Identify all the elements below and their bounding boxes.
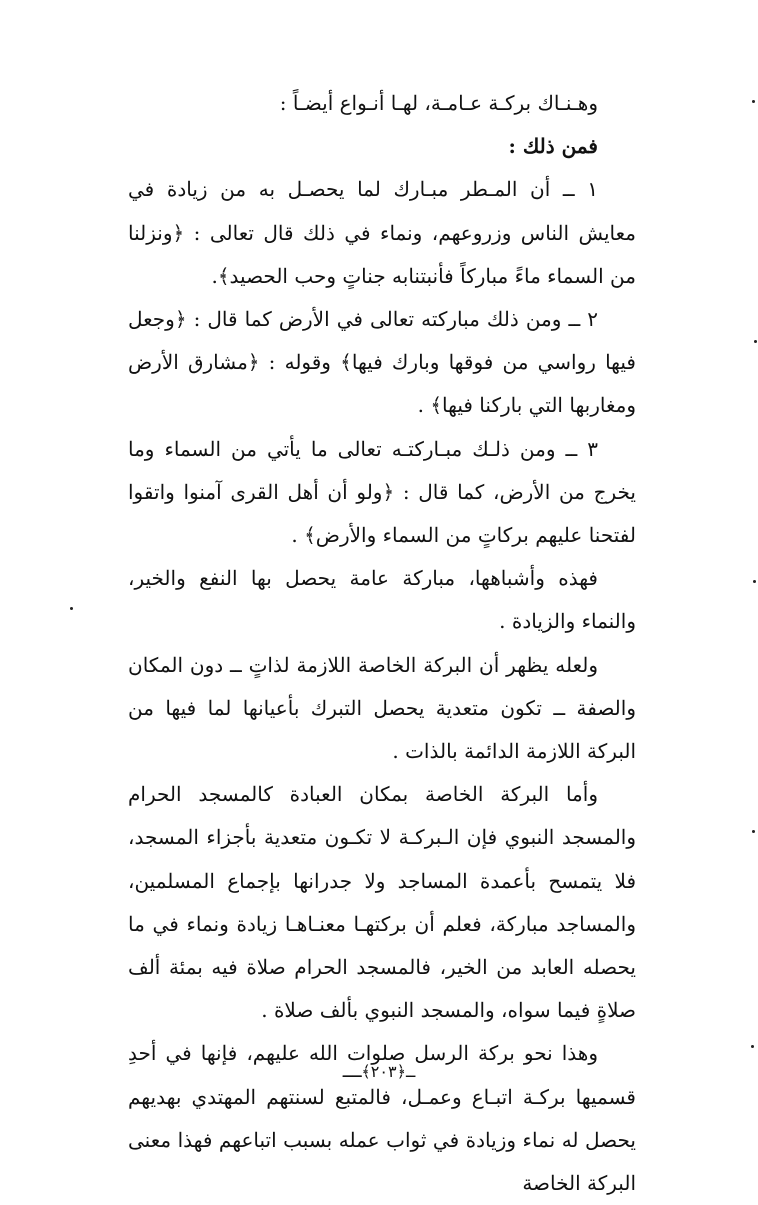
paragraph: وهـنـاك بركـة عـامـة، لهـا أنـواع أيضـاً : [279, 91, 598, 115]
paragraph: ١ ــ أن المـطر مبـارك لما يحصـل به من زيادة في معايش الناس وزروعهم، ونماء في ذلك قال تعالى : ﴿ونزلنا من السماء ماءً مباركاً فأنبتنابه جناتٍ وحب الحصيد﴾. [128, 177, 636, 288]
paragraph: ٣ ــ ومن ذلـك مبـاركتـه تعالى ما يأتي من السماء وما يخرج من الأرض، كما قال : ﴿ولو أن أهل القرى آمنوا واتقوا لفتحنا عليهم بركاتٍ من السماء والأرض﴾ . [128, 436, 636, 548]
section-heading: فمن ذلك : [508, 134, 598, 159]
page-number: ــ﴿٢٠٣﴾ــ [342, 1062, 416, 1081]
scan-speck [751, 1045, 754, 1048]
paragraph: وهذا نحو بركة الرسل صلوات الله عليهم، فإنها في أحدِ قسميها بركـة اتبـاع وعمـل، فالمتبع لسنتهم المهتدي بهديهم يحصل له نماء وزيادة في ثواب عمله بسبب اتباعهم فهذا معنى البركة الخاصة [128, 1041, 636, 1196]
paragraph: وأما البركة الخاصة بمكان العبادة كالمسجد الحرام والمسجد النبوي فإن الـبركـة لا تكـون متعدية بأجزاء المسجد، فلا يتمسح بأعمدة المساجد ولا جدرانها بإجماع المسلمين، والمساجد مباركة، فعلم أن بركتهـا معنـاهـا زيادة ونماء في ما يحصله العابد من الخير، فالمسجد الحرام صلاة فيه بمئة ألف صلاةٍ فيما سواه، والمسجد النبوي بألف صلاة . [128, 782, 636, 1023]
scan-speck [754, 340, 757, 343]
scan-speck [752, 830, 755, 833]
body-text [128, 82, 636, 1205]
paragraph: فهذه وأشباهها، مباركة عامة يحصل بها النفع والخير، والنماء والزيادة . [128, 566, 636, 634]
paragraph: ولعله يظهر أن البركة الخاصة اللازمة لذاتٍ ــ دون المكان والصفة ــ تكون متعدية يحصل التبرك بأعيانها لما فيها من البركة اللازمة الدائمة بالذات . [128, 652, 636, 764]
scan-speck [752, 100, 755, 103]
paragraph: ٢ ــ ومن ذلك مباركته تعالى في الأرض كما قال : ﴿وجعل فيها رواسي من فوقها وبارك فيها﴾ وقوله : ﴿مشارق الأرض ومغاربها التي باركنا فيها﴾ . [128, 307, 636, 418]
scan-speck [70, 607, 73, 610]
scan-speck [753, 580, 756, 583]
